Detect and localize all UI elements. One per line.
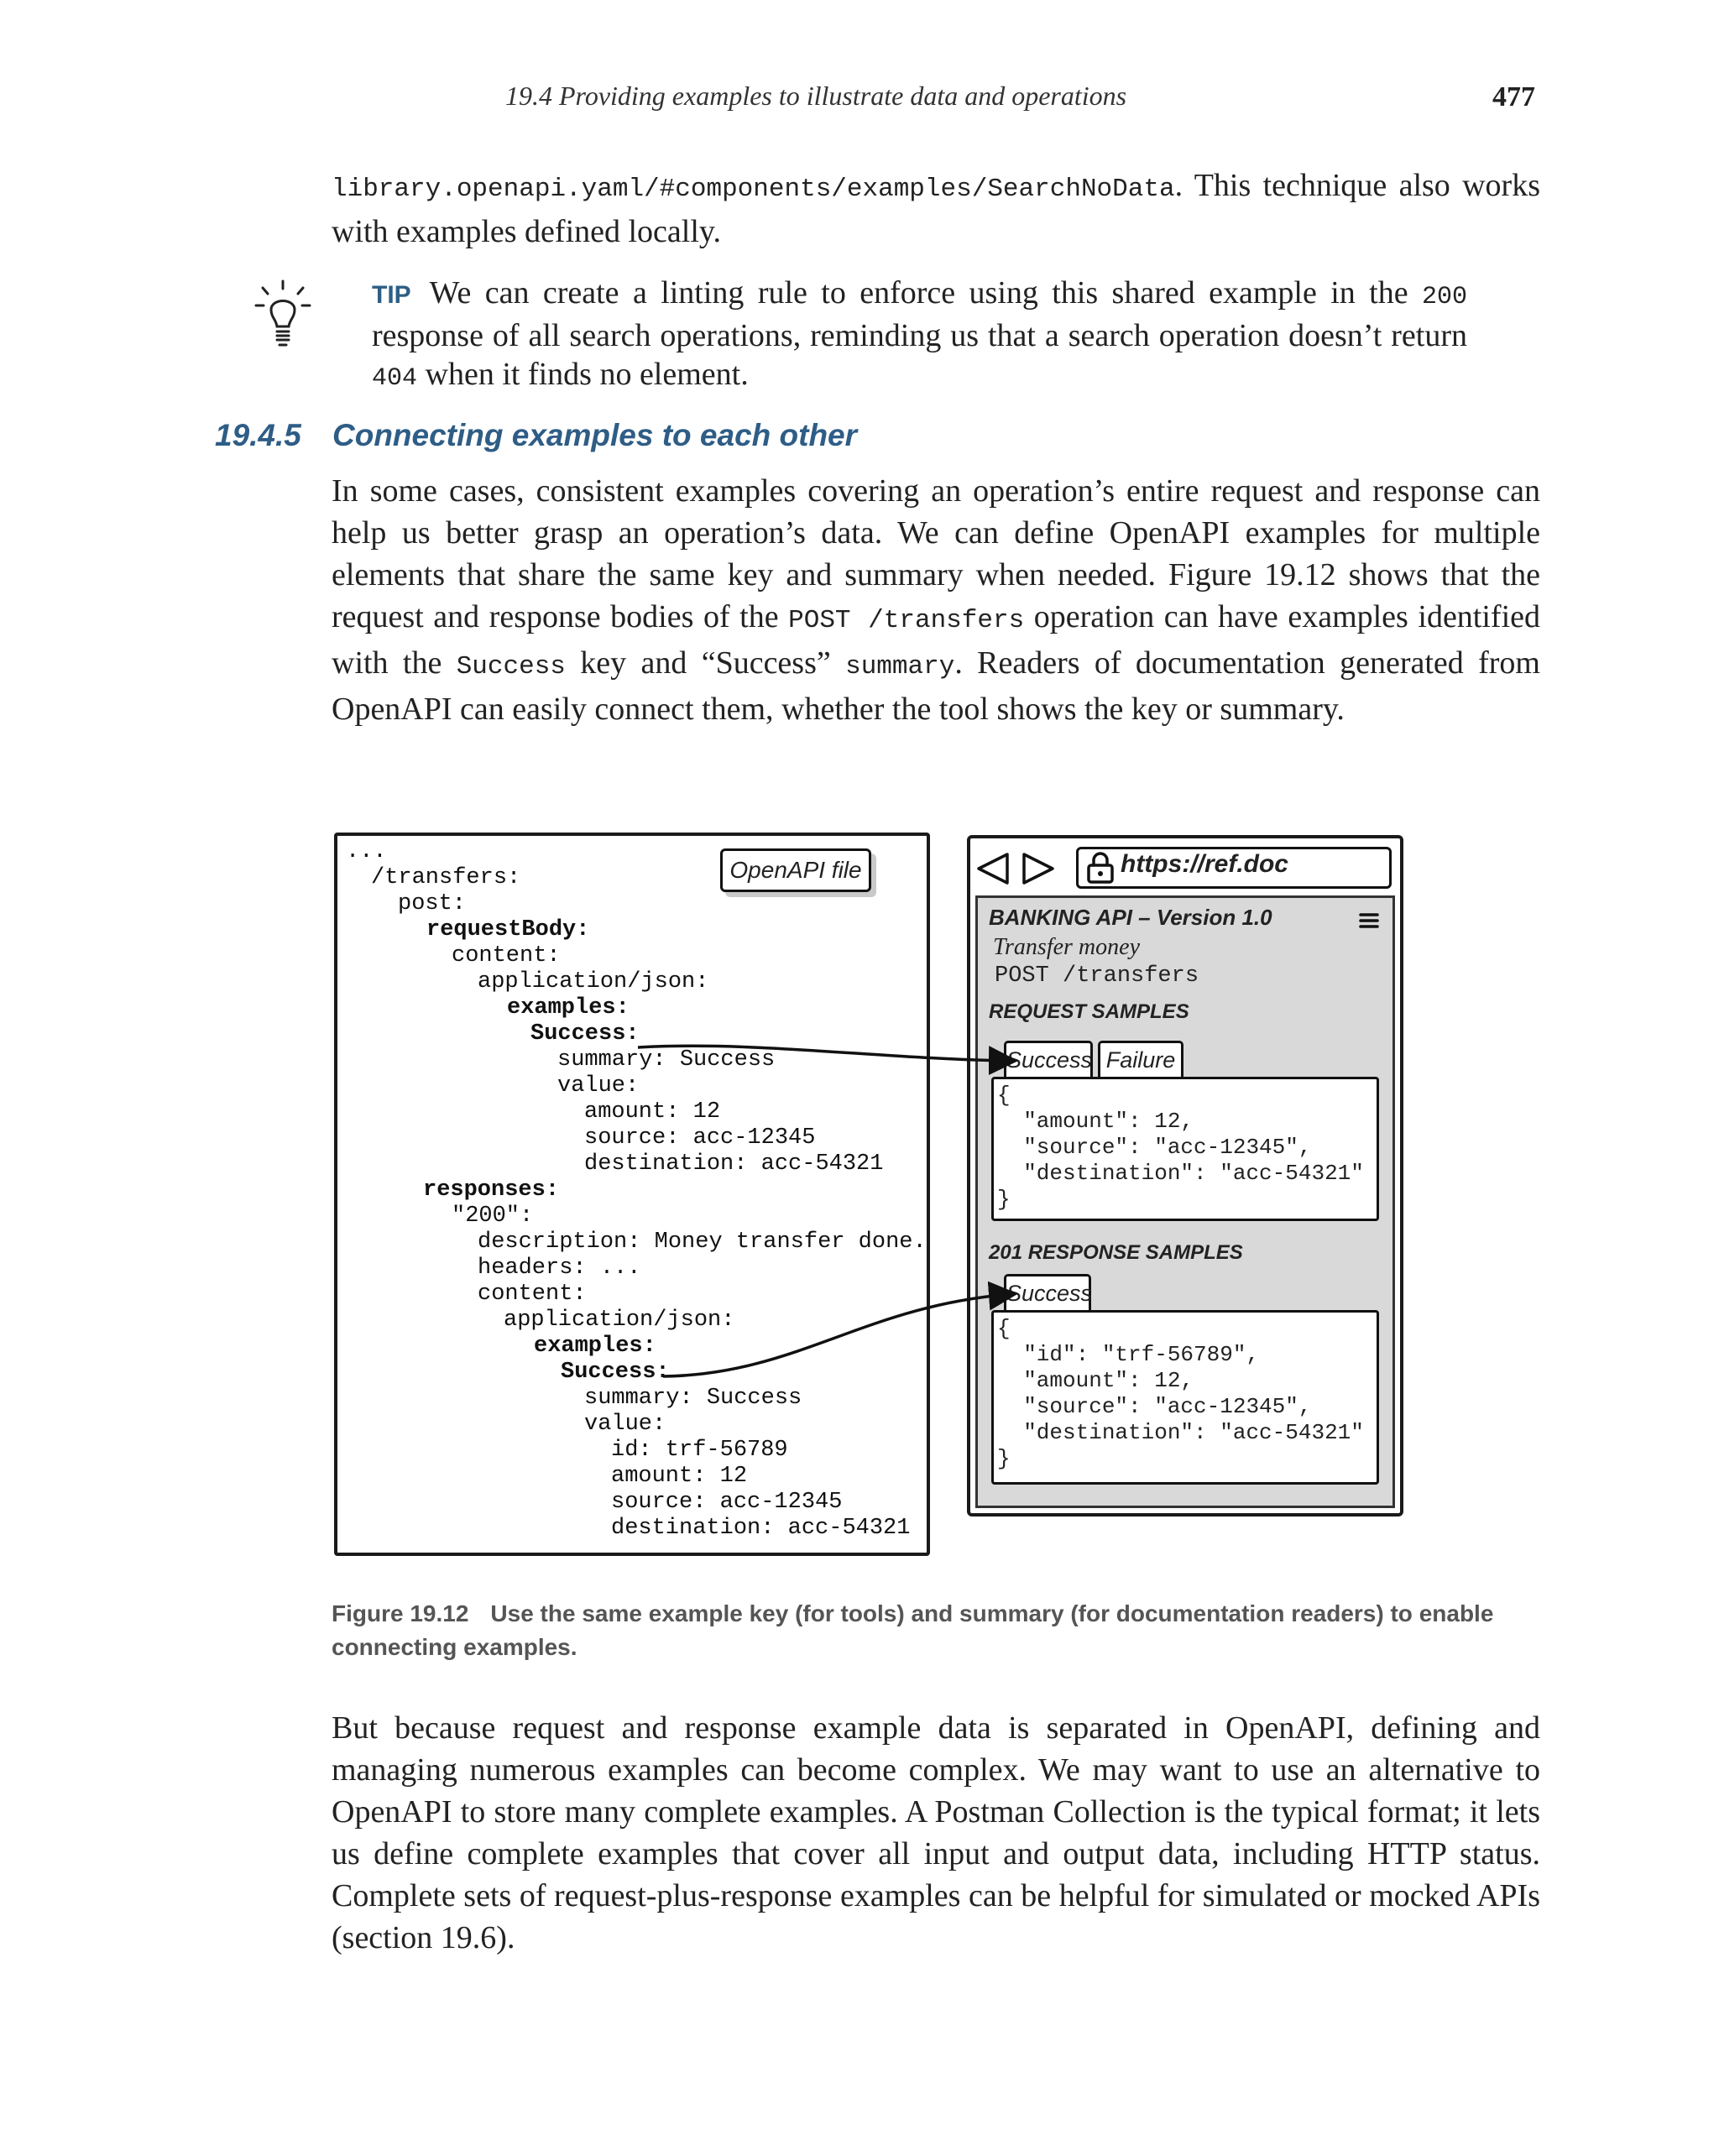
section-number: 19.4.5: [215, 418, 301, 452]
forward-arrow-icon[interactable]: [1017, 850, 1059, 887]
code-line: description: Money transfer done.: [478, 1229, 927, 1255]
code-line: value:: [557, 1073, 640, 1099]
figure-caption: [332, 1597, 1540, 1664]
api-title: BANKING API – Version 1.0: [989, 905, 1272, 930]
inline-code: POST /transfers: [788, 606, 1025, 635]
code-line: headers: ...: [478, 1255, 641, 1281]
code-line: source: acc-12345: [611, 1490, 843, 1515]
hamburger-menu-icon[interactable]: [1356, 910, 1382, 932]
code-line: "200":: [452, 1203, 534, 1229]
caption-text: Use the same example key (for tools) and summary (for documentation readers) to enable connecting examples.: [332, 1600, 1494, 1660]
paragraph-text: key and “Success”: [565, 645, 846, 681]
code-line: amount: 12: [584, 1099, 721, 1125]
inline-code: 200: [1421, 283, 1467, 311]
code-line: summary: Success: [557, 1047, 776, 1073]
url-text[interactable]: https://ref.doc: [1121, 850, 1288, 878]
code-line: destination: acc-54321: [584, 1151, 884, 1177]
inline-code: Success: [456, 652, 566, 681]
operation-name: Transfer money: [993, 934, 1140, 960]
lock-icon: [1085, 851, 1116, 885]
paragraph-text: . This technique also works with examples defined locally.: [332, 168, 1540, 249]
code-line: requestBody:: [426, 917, 590, 942]
page-number: 477: [1492, 81, 1535, 112]
request-tab-success[interactable]: Success: [1004, 1041, 1093, 1078]
code-line: /transfers:: [371, 865, 521, 890]
code-line: post:: [398, 891, 467, 916]
code-line: amount: 12: [611, 1464, 748, 1489]
paragraph-intro: [332, 164, 1540, 253]
inline-code: summary: [845, 652, 955, 681]
paragraph-text: operation can have examples identified with the: [332, 599, 1540, 681]
code-line: examples:: [507, 995, 630, 1021]
code-line: content:: [478, 1282, 587, 1307]
tip-label: TIP: [372, 281, 411, 309]
paragraph-text: . Readers of documentation generated from OpenAPI can easily connect them, whether the tool shows the key or summary.: [332, 645, 1540, 727]
response-samples-heading: 201 RESPONSE SAMPLES: [989, 1241, 1243, 1264]
code-line: responses:: [423, 1177, 560, 1203]
paragraph-connecting: [332, 470, 1540, 730]
code-line: Success:: [530, 1021, 640, 1047]
code-line: application/json:: [478, 969, 709, 994]
paragraph-text: In some cases, consistent examples covering an operation’s entire request and response can help us better grasp an operation’s data. We can define OpenAPI examples for multiple elements that share the same key and summary when needed. Figure 19.12 shows that the request and response bodies of the: [332, 473, 1540, 634]
code-line: id: trf-56789: [611, 1438, 788, 1463]
inline-code: 404: [372, 364, 418, 393]
code-line: application/json:: [504, 1308, 735, 1333]
code-line: source: acc-12345: [584, 1125, 816, 1151]
running-head: 19.4 Providing examples to illustrate data and operations: [505, 81, 1127, 111]
request-samples-heading: REQUEST SAMPLES: [989, 1000, 1189, 1023]
paragraph-postman: But because request and response example data is separated in OpenAPI, defining and managing numerous examples can become complex. We may want to use an alternative to OpenAPI to store many complete examples. A Postman Collection is the typical format; it lets us define complete examples that cover all input and output data, including HTTP status. Complete sets of request-plus-response examples can be helpful for simulated or mocked APIs (section 19.6).: [332, 1710, 1540, 1955]
code-line: Success:: [561, 1360, 670, 1385]
tip-note: [372, 274, 1467, 398]
request-tab-failure[interactable]: Failure: [1098, 1041, 1183, 1078]
code-line: examples:: [534, 1334, 656, 1359]
tip-text: We can create a linting rule to enforce using this shared example in the: [429, 275, 1422, 311]
code-line: destination: acc-54321: [611, 1516, 911, 1541]
lightbulb-icon: [254, 279, 311, 348]
code-line: content:: [452, 943, 561, 968]
tip-text: when it finds no element.: [417, 357, 749, 392]
code-line: summary: Success: [584, 1386, 802, 1411]
code-line: ...: [346, 839, 387, 864]
inline-code: library.openapi.yaml/#components/examples/SearchNoData: [332, 175, 1175, 204]
openapi-file-label: OpenAPI file: [720, 848, 871, 892]
section-title: Connecting examples to each other: [332, 418, 858, 452]
response-sample-json: { "id": "trf-56789", "amount": 12, "source": "acc-12345", "destination": "acc-54321" }: [997, 1316, 1364, 1471]
request-sample-json: { "amount": 12, "source": "acc-12345", "destination": "acc-54321" }: [997, 1083, 1364, 1212]
code-line: value:: [584, 1412, 666, 1437]
operation-path: POST /transfers: [995, 963, 1199, 989]
figure-number: Figure 19.12: [332, 1600, 469, 1626]
response-tab-success[interactable]: Success: [1004, 1274, 1091, 1311]
back-arrow-icon[interactable]: [972, 850, 1014, 887]
tip-text: response of all search operations, reminding us that a search operation doesn’t return: [372, 318, 1467, 353]
